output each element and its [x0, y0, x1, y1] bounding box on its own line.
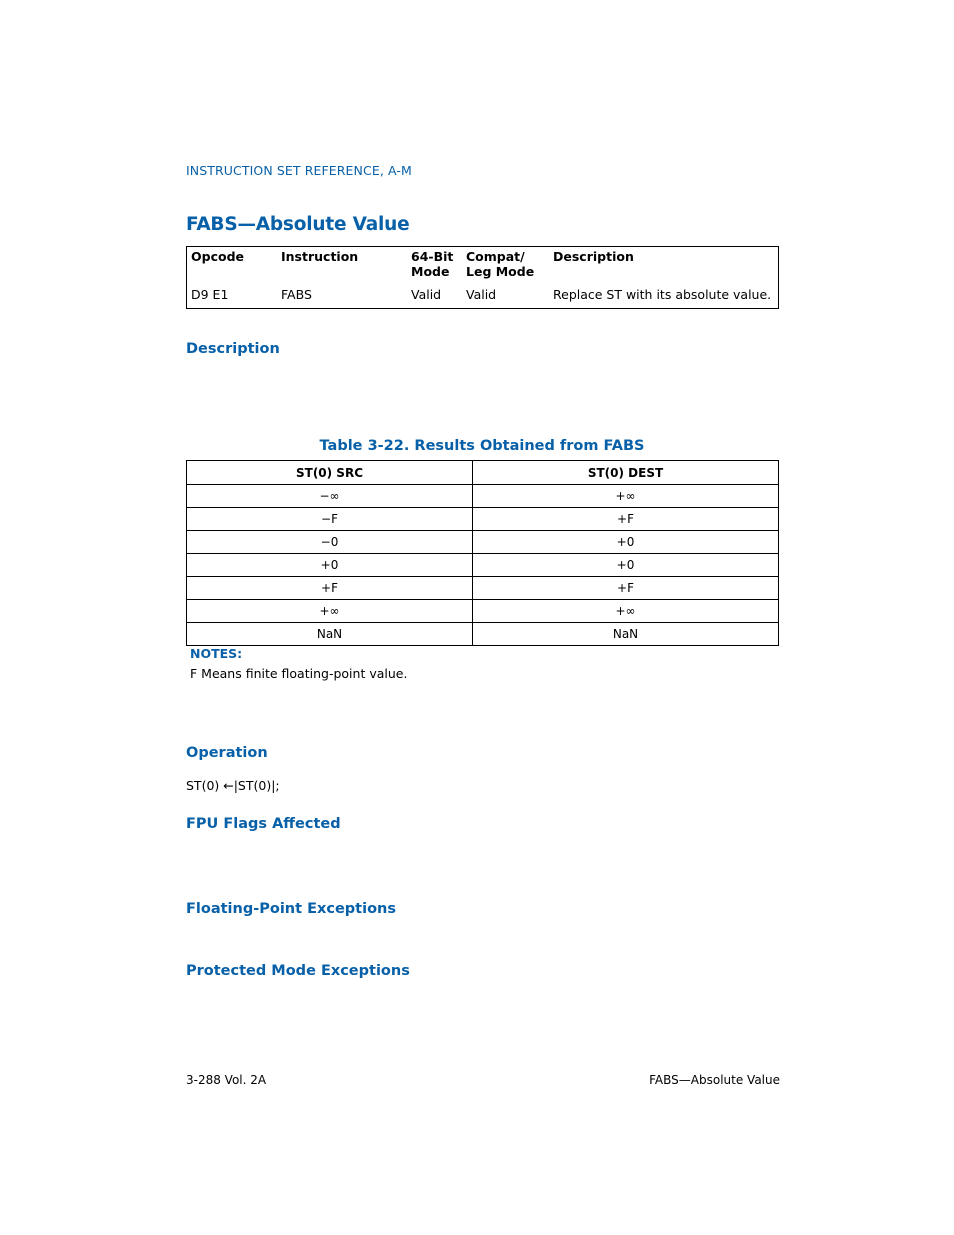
table-row — [187, 508, 779, 531]
dest-cell: +F — [473, 508, 779, 531]
running-head: INSTRUCTION SET REFERENCE, A-M — [186, 163, 412, 178]
description-header: Description — [553, 249, 634, 264]
section-operation: Operation — [186, 745, 268, 761]
footer-page-number: 3-288 Vol. 2A — [186, 1073, 267, 1087]
section-fpu-flags: FPU Flags Affected — [186, 816, 341, 832]
dest-cell: +0 — [473, 554, 779, 577]
dest-cell: NaN — [473, 623, 779, 646]
footer-title: FABS—Absolute Value — [649, 1073, 780, 1087]
dest-column-header: ST(0) DEST — [473, 461, 779, 485]
table-row — [187, 600, 779, 623]
instruction-header: Instruction — [281, 249, 359, 264]
section-fp-exceptions: Floating-Point Exceptions — [186, 901, 396, 917]
page-title: FABS—Absolute Value — [186, 214, 410, 235]
src-cell: +F — [187, 577, 473, 600]
mode64-header-line2: Mode — [411, 264, 450, 279]
src-cell: −F — [187, 508, 473, 531]
opcode-header: Opcode — [191, 249, 244, 264]
table-row — [187, 554, 779, 577]
table-row — [187, 577, 779, 600]
compat-header-line2: Leg Mode — [466, 264, 535, 279]
description-value: Replace ST with its absolute value. — [553, 287, 772, 302]
dest-cell: +∞ — [473, 600, 779, 623]
src-column-header: ST(0) SRC — [187, 461, 473, 485]
compat-header — [466, 249, 534, 279]
note-text: F Means finite floating-point value. — [190, 666, 408, 681]
instruction-value: FABS — [281, 287, 312, 302]
operation-code: ST(0) ←|ST(0)|; — [186, 778, 280, 793]
mode64-header — [411, 249, 453, 279]
section-description: Description — [186, 341, 280, 357]
table-row — [187, 531, 779, 554]
dest-cell: +0 — [473, 531, 779, 554]
src-cell: NaN — [187, 623, 473, 646]
results-table-caption: Table 3-22. Results Obtained from FABS — [319, 438, 645, 454]
compat-header-line1: Compat/ — [466, 249, 525, 264]
compat-value: Valid — [466, 287, 497, 302]
dest-cell: +∞ — [473, 485, 779, 508]
src-cell: −∞ — [187, 485, 473, 508]
src-cell: +0 — [187, 554, 473, 577]
opcode-value: D9 E1 — [191, 287, 229, 302]
section-protected-mode: Protected Mode Exceptions — [186, 963, 410, 979]
results-header-row — [187, 461, 779, 485]
results-table — [186, 460, 779, 646]
opcode-table — [186, 246, 779, 309]
mode64-value: Valid — [411, 287, 442, 302]
dest-cell: +F — [473, 577, 779, 600]
mode64-header-line1: 64-Bit — [411, 249, 454, 264]
src-cell: −0 — [187, 531, 473, 554]
src-cell: +∞ — [187, 600, 473, 623]
notes-label: NOTES: — [190, 646, 243, 661]
table-row — [187, 485, 779, 508]
table-row — [187, 623, 779, 646]
